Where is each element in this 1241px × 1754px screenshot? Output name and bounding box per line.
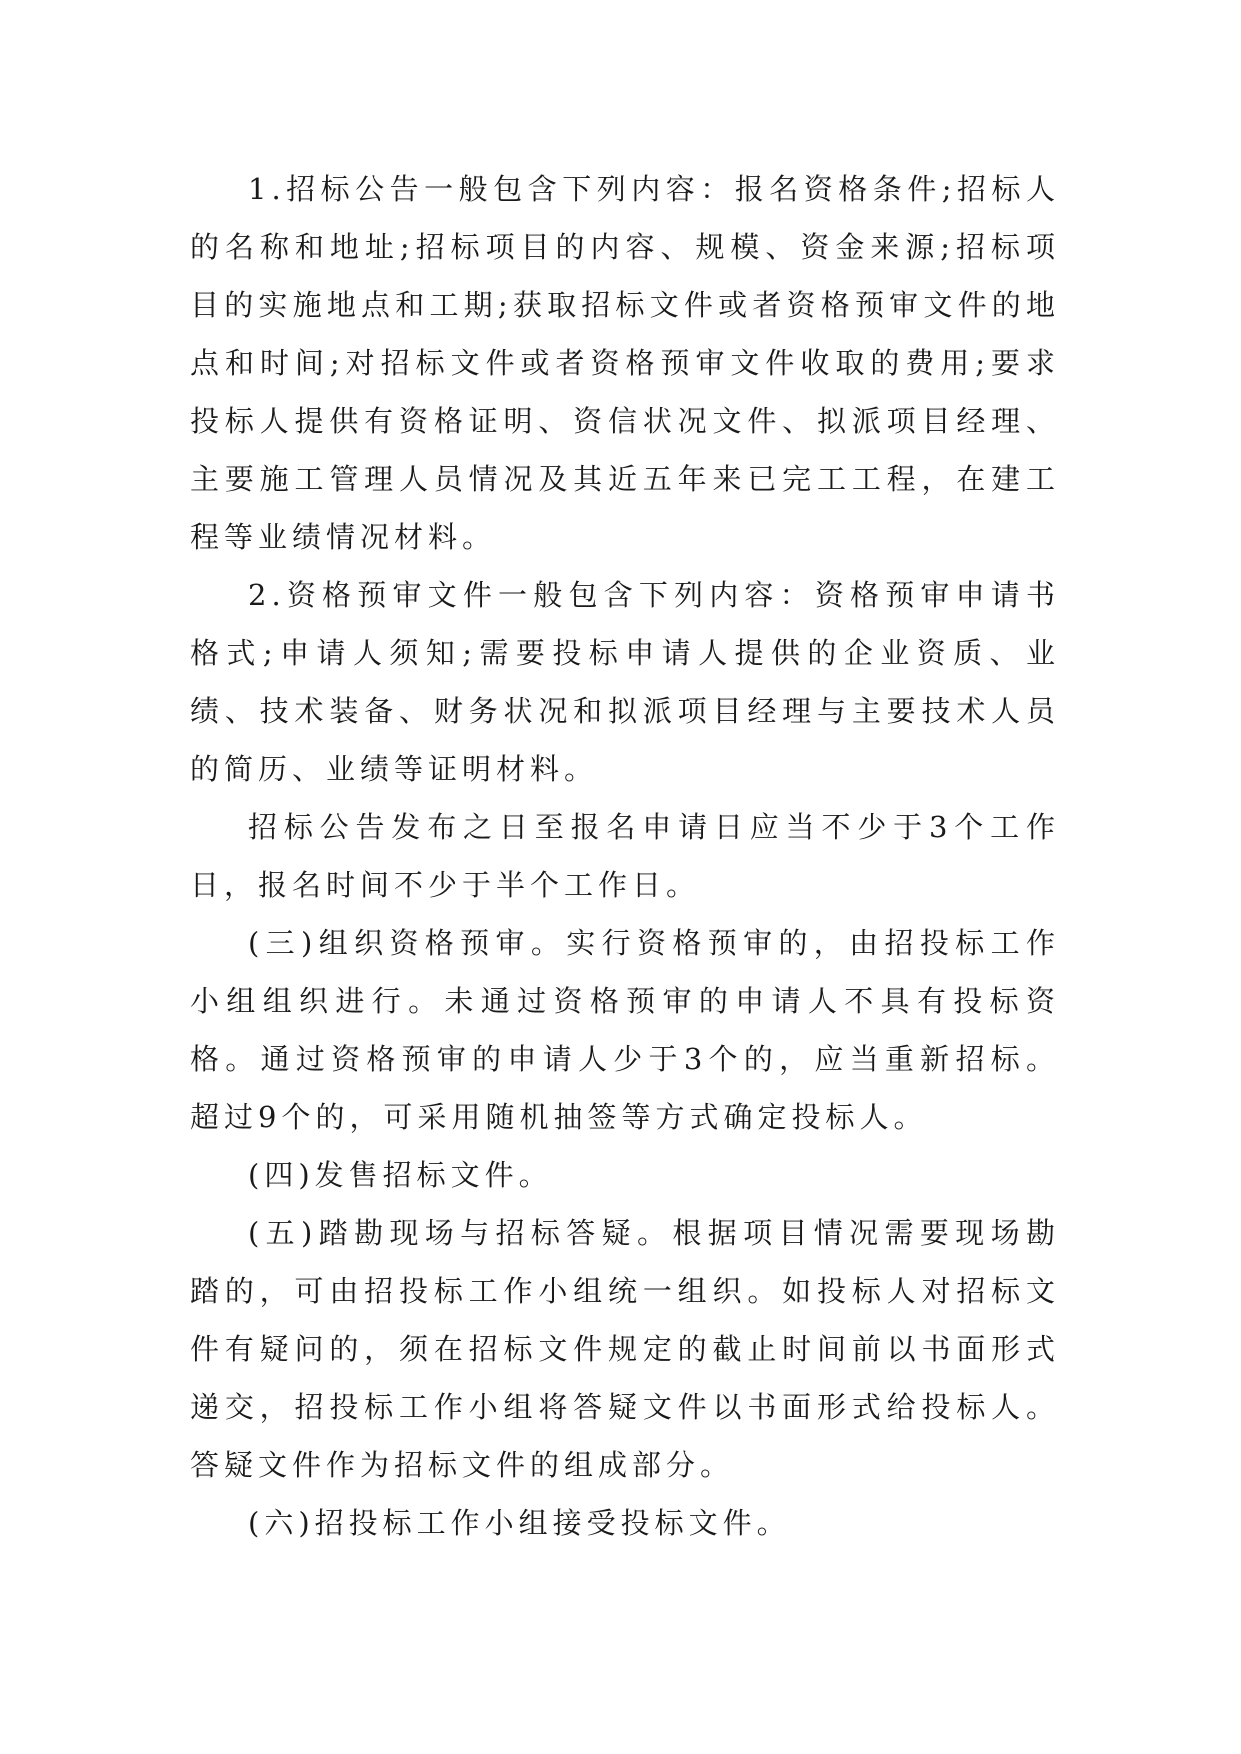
paragraph-announcement-contents: 1.招标公告一般包含下列内容：报名资格条件;招标人的名称和地址;招标项目的内容、规模、资金来源;招标项目的实施地点和工期;获取招标文件或者资格预审文件的地点和时间;对招标文件或者资格预审文件收取的费用;要求投标人提供有资格证明、资信状况文件、拟派项目经理、主要施工管理人员情况及其近五年来已完工工程，在建工程等业绩情况材料。 bbox=[190, 172, 1060, 554]
paragraph-site-visit-and-qa: (五)踏勘现场与招标答疑。根据项目情况需要现场勘踏的，可由招投标工作小组统一组织。如投标人对招标文件有疑问的，须在招标文件规定的截止时间前以书面形式递交，招投标工作小组将答疑文件以书面形式给投标人。答疑文件作为招标文件的组成部分。 bbox=[190, 1216, 1060, 1482]
paragraph-organize-prequalification: (三)组织资格预审。实行资格预审的，由招投标工作小组组织进行。未通过资格预审的申请人不具有投标资格。通过资格预审的申请人少于3个的，应当重新招标。超过9个的，可采用随机抽签等方式确定投标人。 bbox=[190, 926, 1060, 1134]
paragraph-receive-bid-documents: (六)招投标工作小组接受投标文件。 bbox=[248, 1506, 791, 1540]
paragraph-registration-period: 招标公告发布之日至报名申请日应当不少于3个工作日，报名时间不少于半个工作日。 bbox=[190, 810, 1060, 902]
paragraph-sell-tender-documents: (四)发售招标文件。 bbox=[248, 1158, 553, 1192]
paragraph-prequalification-contents: 2.资格预审文件一般包含下列内容：资格预审申请书格式;申请人须知;需要投标申请人提供的企业资质、业绩、技术装备、财务状况和拟派项目经理与主要技术人员的简历、业绩等证明材料。 bbox=[190, 578, 1060, 786]
document-body bbox=[190, 160, 1060, 1552]
